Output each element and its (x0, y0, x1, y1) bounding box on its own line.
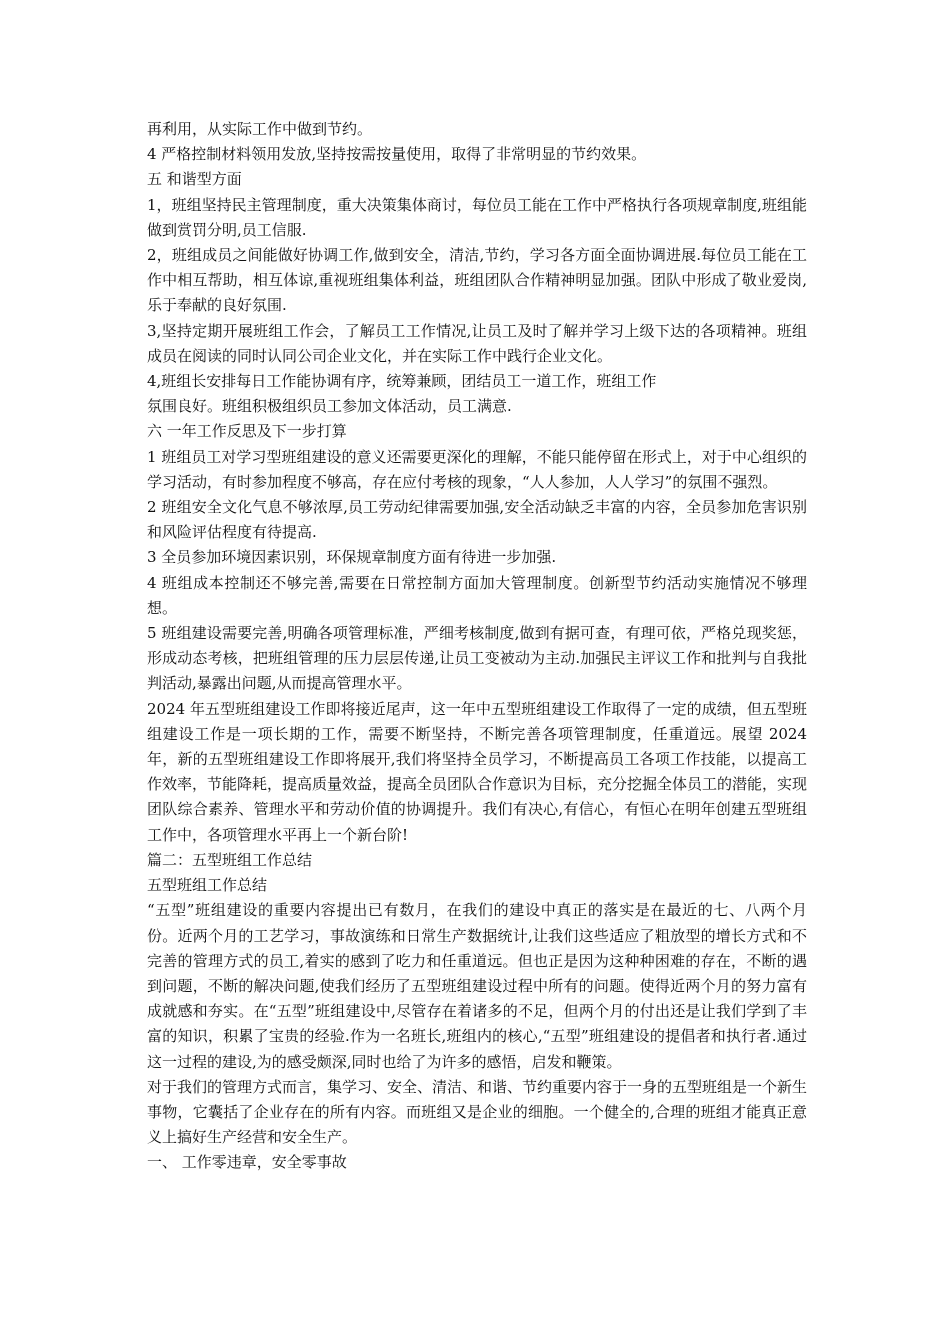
section-heading: 五 和谐型方面 (147, 170, 242, 189)
paragraph: 5 班组建设需要完善,明确各项管理标准，严细考核制度,做到有据可查，有理可依，严格兑现奖惩，形成动态考核，把班组管理的压力层层传递,让员工变被动为主动.加强民主评议工作和批判与自我批判活动,暴露出问题,从而提高管理水平。 (147, 624, 807, 693)
document-body (147, 117, 807, 1176)
paragraph: 3 全员参加环境因素识别，环保规章制度方面有待进一步加强. (147, 548, 557, 567)
paragraph: 2 班组安全文化气息不够浓厚,员工劳动纪律需要加强,安全活动缺乏丰富的内容，全员参加危害识别和风险评估程度有待提高. (147, 498, 807, 542)
paragraph: 3,坚持定期开展班组工作会，了解员工工作情况,让员工及时了解并学习上级下达的各项精神。班组成员在阅读的同时认同公司企业文化，并在实际工作中践行企业文化。 (147, 321, 807, 365)
paragraph: 4,班组长安排每日工作能协调有序，统筹兼顾，团结员工一道工作，班组工作 (147, 372, 657, 391)
paragraph: 4 严格控制材料领用发放,坚持按需按量使用，取得了非常明显的节约效果。 (147, 145, 647, 164)
paragraph: 再利用，从实际工作中做到节约。 (147, 120, 373, 138)
section-heading: 六 一年工作反思及下一步打算 (147, 422, 347, 441)
paragraph: 氛围良好。班组积极组织员工参加文体活动，员工满意. (147, 397, 512, 416)
section-heading: 一、 工作零违章，安全零事故 (147, 1153, 347, 1172)
chapter-heading: 篇二：五型班组工作总结 (147, 850, 313, 869)
paragraph: 1，班组坚持民主管理制度，重大决策集体商讨，每位员工能在工作中严格执行各项规章制度,班组能做到赏罚分明,员工信服. (147, 195, 807, 239)
paragraph: 对于我们的管理方式而言，集学习、安全、清洁、和谐、节约重要内容于一身的五型班组是一个新生事物，它囊括了企业存在的所有内容。而班组又是企业的细胞。一个健全的,合理的班组才能真正意义上搞好生产经营和安全生产。 (147, 1077, 808, 1147)
paragraph: “五型”班组建设的重要内容提出已有数月，在我们的建设中真正的落实是在最近的七、八两个月份。近两个月的工艺学习，事故演练和日常生产数据统计,让我们这些适应了粗放型的增长方式和不完善的管理方式的员工,着实的感到了吃力和任重道远。但也正是因为这种种困难的存在，不断的遇到问题，不断的解决问题,使我们经历了五型班组建设过程中所有的问题。使得近两个月的努力富有成就感和夯实。在“五型”班组建设中,尽管存在着诸多的不足，但两个月的付出还是让我们学到了丰富的知识，积累了宝贵的经验.作为一名班长,班组内的核心,“五型”班组建设的提倡者和执行者.通过这一过程的建设,为的感受颇深,同时也给了为许多的感悟，启发和鞭策。 (147, 901, 807, 1071)
paragraph: 2，班组成员之间能做好协调工作,做到安全，清洁,节约，学习各方面全面协调进展.每位员工能在工作中相互帮助，相互体谅,重视班组集体利益，班组团队合作精神明显加强。团队中形成了敬业爱岗,乐于奉献的良好氛围. (147, 246, 807, 315)
paragraph: 4 班组成本控制还不够完善,需要在日常控制方面加大管理制度。创新型节约活动实施情况不够理想。 (147, 573, 807, 617)
paragraph: 1 班组员工对学习型班组建设的意义还需要更深化的理解，不能只能停留在形式上，对于中心组织的学习活动，有时参加程度不够高，存在应付考核的现象，“人人参加，人人学习”的氛围不强烈。 (147, 447, 807, 491)
paragraph: 2024 年五型班组建设工作即将接近尾声，这一年中五型班组建设工作取得了一定的成绩，但五型班组建设工作是一项长期的工作，需要不断坚持，不断完善各项管理制度，任重道远。展望 2024 年，新的五型班组建设工作即将展开,我们将坚持全员学习，不断提高员工各项工作技能，以提高工作效率，节能降耗，提高质量效益，提高全员团队合作意识为目标，充分挖掘全体员工的潜能，实现团队综合素养、管理水平和劳动价值的协调提升。我们有决心,有信心，有恒心在明年创建五型班组工作中，各项管理水平再上一个新台阶! (147, 699, 808, 844)
document-title: 五型班组工作总结 (147, 876, 268, 895)
